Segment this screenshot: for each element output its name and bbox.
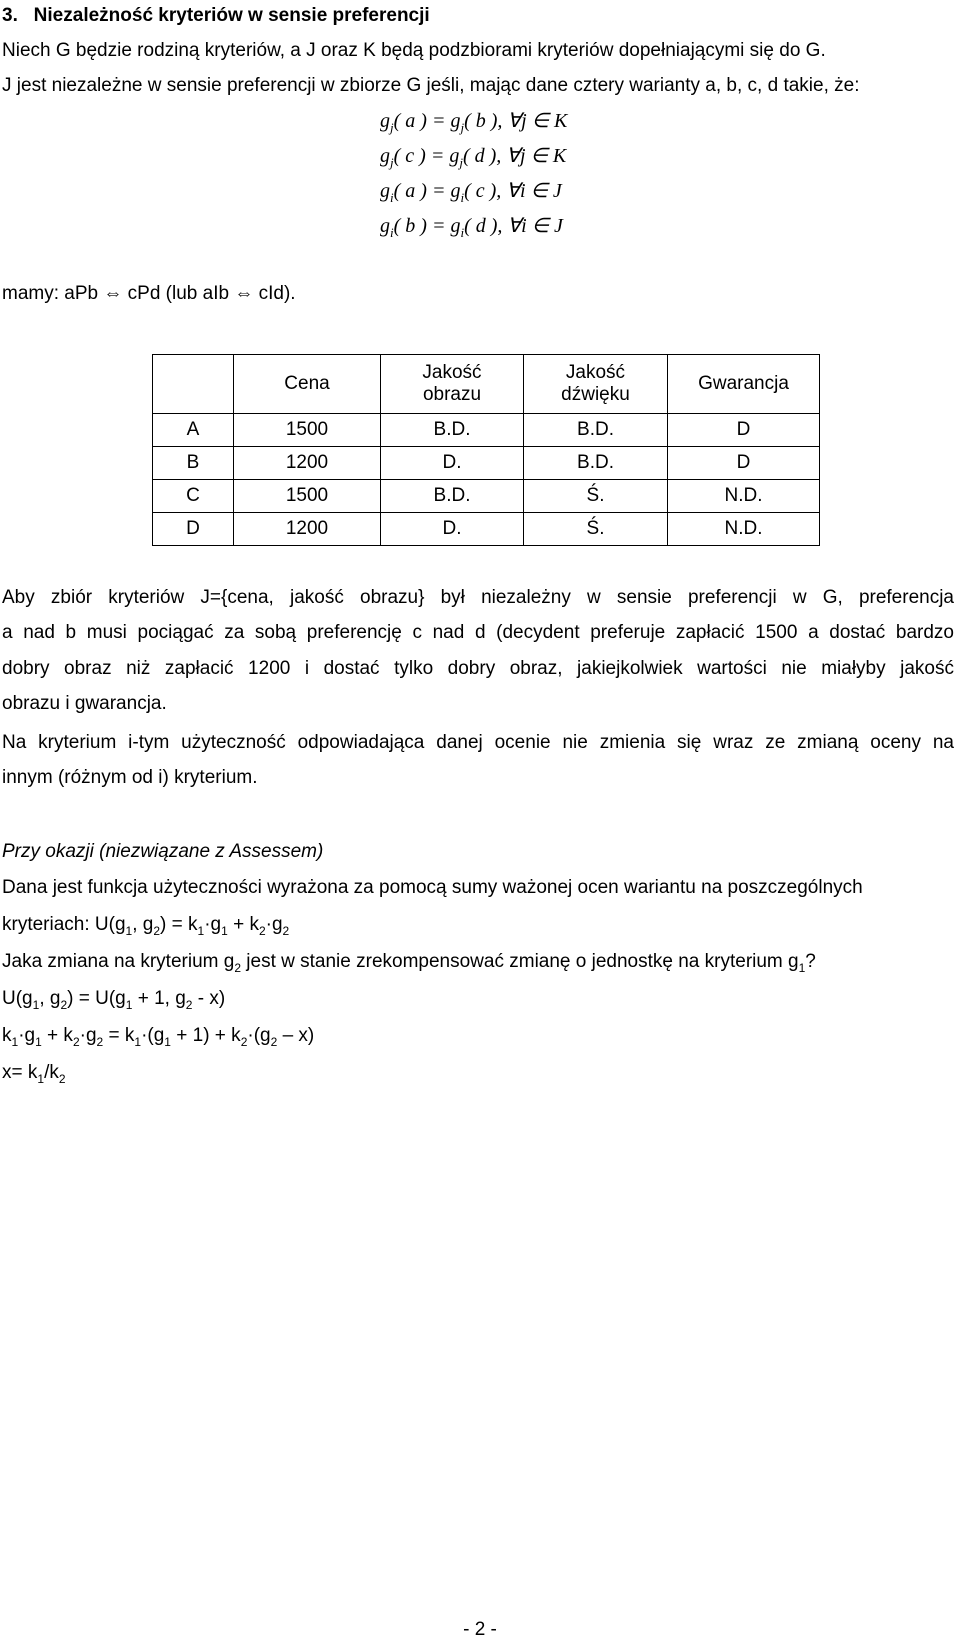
- table-cell: D: [668, 414, 820, 447]
- section-heading: 3. Niezależność kryteriów w sensie preferencji: [2, 5, 430, 26]
- table-cell: B.D.: [381, 480, 524, 513]
- table-header-cell: [153, 355, 234, 414]
- table-header-cell: Gwarancja: [668, 355, 820, 414]
- paragraph2-line-1: Na kryterium i-tym użyteczność odpowiadająca danej ocenie nie zmienia się wraz ze zmianą oceny na: [2, 732, 954, 753]
- table-cell: Ś.: [524, 480, 668, 513]
- paragraph2-line-2: innym (różnym od i) kryterium.: [2, 767, 258, 788]
- table-cell: 1500: [234, 414, 381, 447]
- table-cell: N.D.: [668, 480, 820, 513]
- table-cell: Ś.: [524, 513, 668, 546]
- paragraph1-line-1: Aby zbiór kryteriów J={cena, jakość obrazu} był niezależny w sensie preferencji w G, preferencja: [2, 587, 954, 608]
- aside-title: Przy okazji (niezwiązane z Assessem): [2, 841, 324, 862]
- table-cell: N.D.: [668, 513, 820, 546]
- table-header-cell: Jakość dźwięku: [524, 355, 668, 414]
- table-row: [153, 414, 820, 447]
- table-cell: D.: [381, 447, 524, 480]
- table-cell: A: [153, 414, 234, 447]
- paragraph1-line-3: dobry obraz niż zapłacić 1200 i dostać tylko dobry obraz, jakiejkolwiek wartości nie miałyby jakość: [2, 658, 954, 679]
- table-header-cell: Cena: [234, 355, 381, 414]
- criteria-table: [152, 354, 820, 546]
- intro-line-1: Niech G będzie rodziną kryteriów, a J oraz K będą podzbiorami kryteriów dopełniającymi się do G.: [2, 40, 826, 61]
- page-number: - 2 -: [463, 1619, 497, 1640]
- table-cell: 1200: [234, 513, 381, 546]
- aside-line-1: Dana jest funkcja użyteczności wyrażona za pomocą sumy ważonej ocen wariantu na poszczególnych: [2, 877, 863, 898]
- equation-expanded: $k_1\cdot g_1 + k_2\cdot g_2 = k_1\cdot(g_1 + 1) + k_2\cdot(g_2 - x)$: [2, 1025, 315, 1049]
- table-cell: B.D.: [381, 414, 524, 447]
- table-cell: B.D.: [524, 447, 668, 480]
- equation-solution: $x= k_1/k_2$: [2, 1062, 66, 1086]
- equation-2: $g_j$( c ) = $g_j$( d ), ∀j ∈ K: [380, 145, 567, 170]
- result-line: mamy: aPb ⇔ cPd (lub aIb ⇔ cId).: [2, 283, 296, 304]
- intro-line-2: J jest niezależne w sensie preferencji w zbiorze G jeśli, mając dane cztery warianty a, b, c, d takie, że:: [2, 75, 860, 96]
- paragraph1-line-4: obrazu i gwarancja.: [2, 693, 167, 714]
- table-cell: D.: [381, 513, 524, 546]
- table-cell: B: [153, 447, 234, 480]
- utility-formula: kryteriach: $U(g_1$, $g_2) = k_1\cdot g_1 + k_2\cdot g_2$: [2, 914, 290, 938]
- paragraph1-line-2: a nad b musi pociągać za sobą preferencję c nad d (decydent preferuje zapłacić 1500 a dostać bardzo: [2, 622, 954, 643]
- table-cell: 1200: [234, 447, 381, 480]
- table-cell: D: [668, 447, 820, 480]
- table-header-row: [153, 355, 820, 414]
- table-cell: 1500: [234, 480, 381, 513]
- equation-1: $g_j$( a ) = $g_j$( b ), ∀j ∈ K: [380, 110, 568, 135]
- table-cell: C: [153, 480, 234, 513]
- equation-3: $g_i$( a ) = $g_i$( c ), ∀i ∈ J: [380, 180, 562, 205]
- table-cell: B.D.: [524, 414, 668, 447]
- table-row: [153, 513, 820, 546]
- table-cell: D: [153, 513, 234, 546]
- equation-4: $g_i$( b ) = $g_i$( d ), ∀i ∈ J: [380, 215, 563, 240]
- table-row: [153, 480, 820, 513]
- table-row: [153, 447, 820, 480]
- question-line: Jaka zmiana na kryterium $g_2$ jest w stanie zrekompensować zmianę o jednostkę na kryterium $g_1$?: [2, 951, 816, 975]
- table-header-cell: Jakość obrazu: [381, 355, 524, 414]
- equation-utility-equality: $U(g_1$, $g_2) = U(g_1 + 1$, $g_2 - x$): [2, 988, 226, 1012]
